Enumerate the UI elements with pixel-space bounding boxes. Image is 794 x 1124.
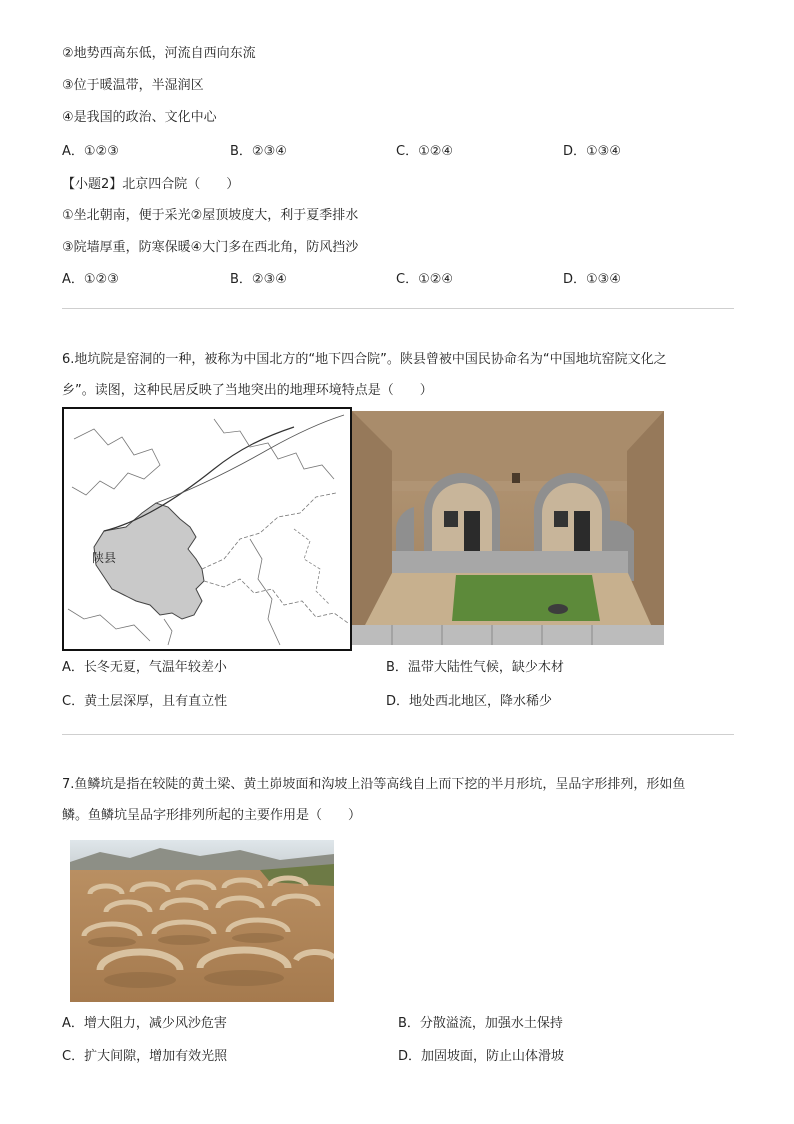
- q6-option-d[interactable]: D．地处西北地区，降水稀少: [386, 694, 553, 709]
- q5-sub1-option-d[interactable]: D．①③④: [563, 144, 621, 159]
- map-label-shanxian: 陕县: [92, 551, 117, 565]
- q5-statement-2: ②地势西高东低，河流自西向东流: [62, 46, 256, 61]
- fish-scale-pits-illustration: [70, 840, 334, 1002]
- q5-sub2-title: 【小题2】北京四合院（ ）: [62, 177, 240, 192]
- q5-statement-3: ③位于暖温带，半湿润区: [62, 78, 204, 93]
- q5-sub2-statement-1: ①坐北朝南，便于采光②屋顶坡度大，利于夏季排水: [62, 208, 359, 223]
- pit-courtyard-photo: [352, 411, 664, 645]
- q5-sub1-option-a[interactable]: A．①②③: [62, 144, 119, 159]
- q7-stem-line-1: 7.鱼鳞坑是指在较陡的黄土梁、黄土峁坡面和沟坡上沿等高线自上而下挖的半月形坑，呈品字形排列，形如鱼: [62, 777, 686, 792]
- q7-option-c[interactable]: C．扩大间隙，增加有效光照: [62, 1049, 228, 1064]
- q7-option-b[interactable]: B．分散溢流，加强水土保持: [398, 1016, 563, 1031]
- q6-option-c[interactable]: C．黄土层深厚，且有直立性: [62, 694, 228, 709]
- q5-sub2-statement-2: ③院墙厚重，防寒保暖④大门多在西北角，防风挡沙: [62, 240, 359, 255]
- pit-courtyard-illustration: [352, 411, 664, 645]
- q5-sub1-option-b[interactable]: B．②③④: [230, 144, 287, 159]
- q6-option-b[interactable]: B．温带大陆性气候，缺少木材: [386, 660, 564, 675]
- q5-statement-4: ④是我国的政治、文化中心: [62, 110, 217, 125]
- fish-scale-pits-photo: [70, 840, 334, 1002]
- q5-sub2-option-d[interactable]: D．①③④: [563, 272, 621, 287]
- shanxian-map: [62, 407, 352, 651]
- q7-option-a[interactable]: A．增大阻力，减少风沙危害: [62, 1016, 227, 1031]
- q5-sub1-option-c[interactable]: C．①②④: [396, 144, 454, 159]
- divider: [62, 308, 734, 309]
- q5-sub2-option-b[interactable]: B．②③④: [230, 272, 287, 287]
- map-drawing: [64, 409, 350, 649]
- divider: [62, 734, 734, 735]
- q6-stem-line-2: 乡”。读图，这种民居反映了当地突出的地理环境特点是（ ）: [62, 383, 433, 398]
- q6-option-a[interactable]: A．长冬无夏，气温年较差小: [62, 660, 227, 675]
- q7-option-d[interactable]: D．加固坡面，防止山体滑坡: [398, 1049, 565, 1064]
- q7-stem-line-2: 鳞。鱼鳞坑呈品字形排列所起的主要作用是（ ）: [62, 808, 362, 823]
- q5-sub2-option-c[interactable]: C．①②④: [396, 272, 454, 287]
- q6-stem-line-1: 6.地坑院是窑洞的一种，被称为中国北方的“地下四合院”。陕县曾被中国民协命名为“中国地坑窑院文化之: [62, 352, 667, 367]
- q5-sub2-option-a[interactable]: A．①②③: [62, 272, 119, 287]
